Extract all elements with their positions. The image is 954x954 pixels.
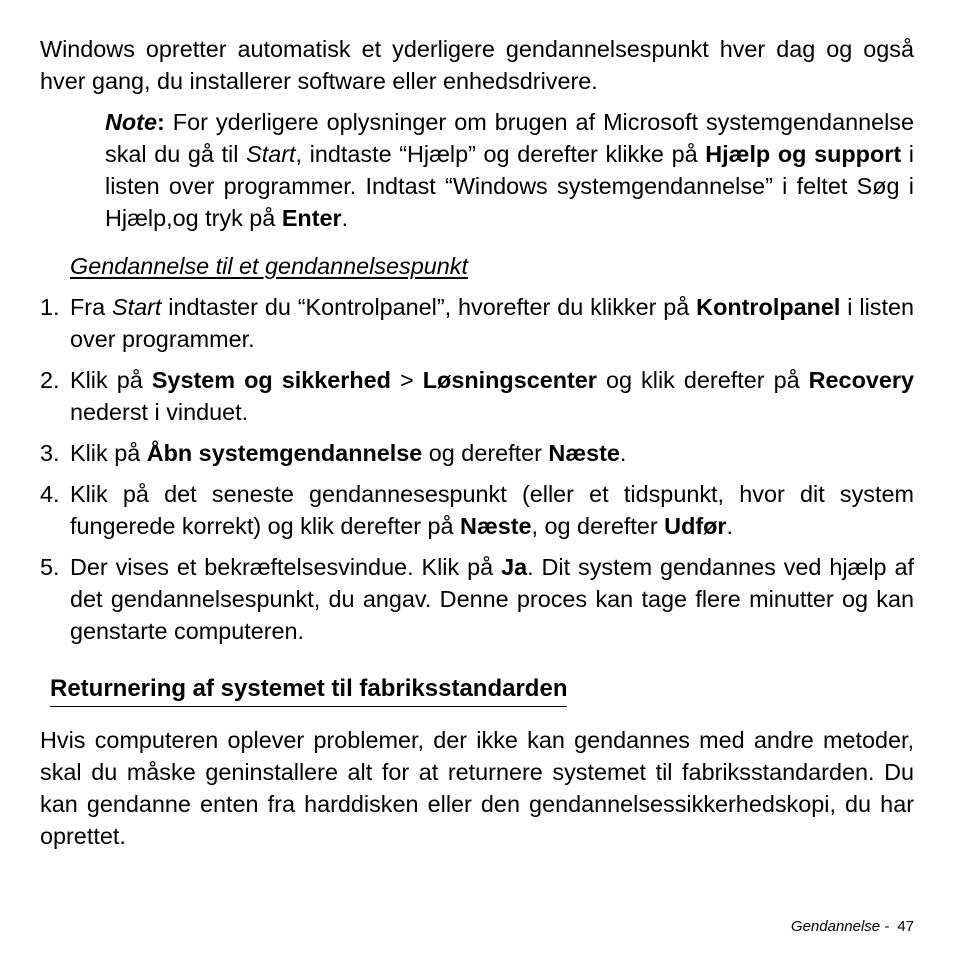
note-enter-term: Enter bbox=[281, 205, 342, 231]
note-label: Note bbox=[105, 109, 157, 135]
list-item: 2. Klik på System og sikkerhed > Løsningscenter og klik derefter på Recovery nederst i vinduet. bbox=[40, 364, 914, 428]
list-item: 4. Klik på det seneste gendannesespunkt (eller et tidspunkt, hvor dit system fungerede korrekt) og klik derefter på Næste, og derefter Udfør. bbox=[40, 478, 914, 542]
section-paragraph: Hvis computeren oplever problemer, der ikke kan gendannes med andre metoder, skal du måske geninstallere alt for at returnere systemet til fabriksstandarden. Du kan gendanne enten fra harddisken eller den gendannelsessikkerhedskopi, du har oprettet. bbox=[40, 727, 914, 849]
note-start-term: Start bbox=[246, 141, 296, 167]
list-number: 3. bbox=[40, 440, 60, 466]
list-item: 3. Klik på Åbn systemgendannelse og derefter Næste. bbox=[40, 437, 914, 469]
note-help-term: Hjælp og support bbox=[705, 141, 902, 167]
footer-chapter: Gendannelse - bbox=[790, 918, 890, 935]
list-item: 1. Fra Start indtaster du “Kontrolpanel”, hvorefter du klikker på Kontrolpanel i listen over programmer. bbox=[40, 291, 914, 355]
note-paragraph: Note: For yderligere oplysninger om brugen af Microsoft systemgendannelse skal du gå til Start, indtaste “Hjælp” og derefter klikke på Hjælp og support i listen over programmer. Indtast “Windows systemgendannelse” i feltet Søg i Hjælp,og tryk på Enter. bbox=[105, 109, 914, 231]
page-footer bbox=[791, 917, 914, 937]
list-number: 2. bbox=[40, 367, 60, 393]
list-number: 1. bbox=[40, 294, 60, 320]
section-heading: Returnering af systemet til fabriksstandarden bbox=[50, 673, 567, 707]
subheading: Gendannelse til et gendannelsespunkt bbox=[70, 253, 468, 279]
list-number: 4. bbox=[40, 481, 60, 507]
list-item: 5. Der vises et bekræftelsesvindue. Klik på Ja. Dit system gendannes ved hjælp af det gendannelsespunkt, du angav. Denne proces kan tage flere minutter og kan genstarte computeren. bbox=[40, 551, 914, 647]
intro-paragraph: Windows opretter automatisk et yderligere gendannelsespunkt hver dag og også hver gang, du installerer software eller enhedsdrivere. bbox=[40, 36, 914, 94]
list-number: 5. bbox=[40, 554, 60, 580]
page-number: 47 bbox=[897, 918, 914, 935]
